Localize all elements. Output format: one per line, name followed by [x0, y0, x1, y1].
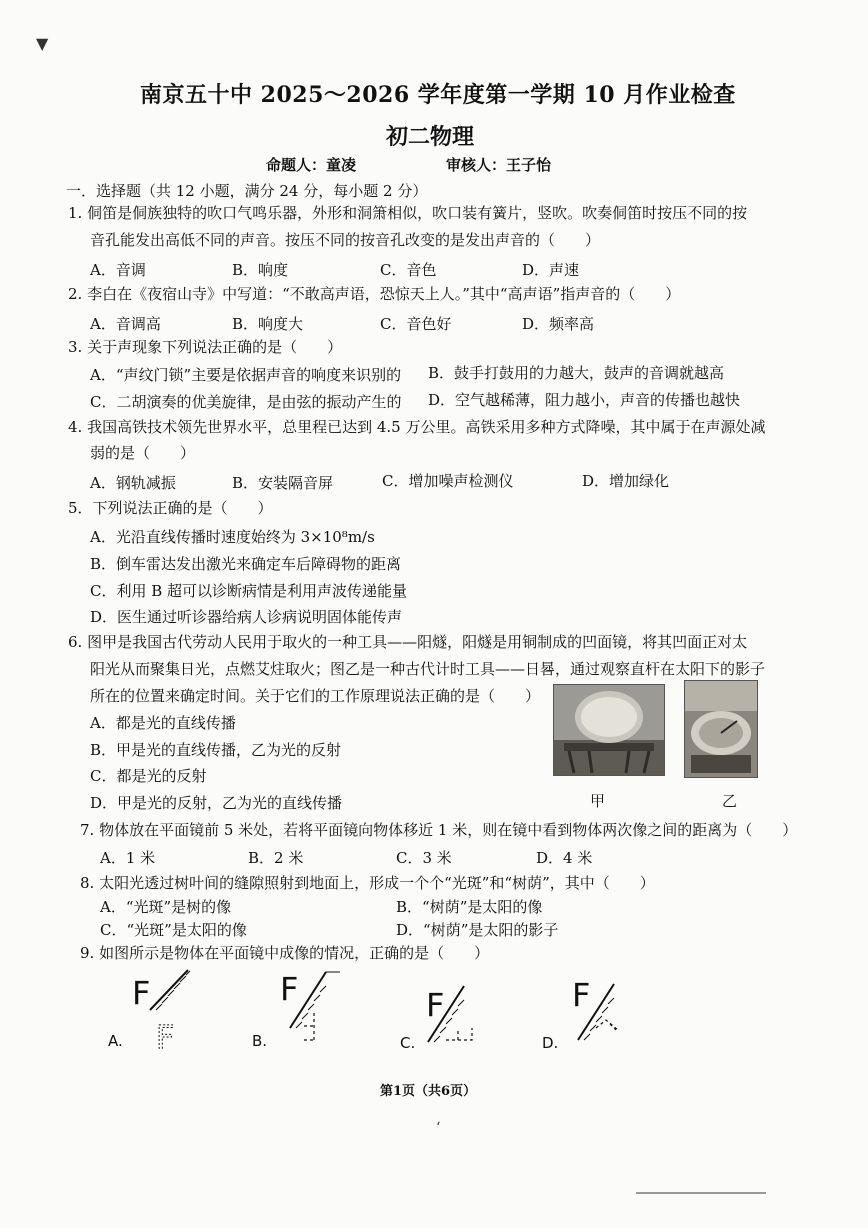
q5-option-c: C．利用 B 超可以诊断病情是利用声波传递能量: [90, 582, 408, 600]
figure-b-label: B.: [252, 1032, 268, 1050]
corner-mark: ▼: [36, 34, 49, 53]
q6-option-c: C．都是光的反射: [90, 767, 207, 785]
q1-option-d: D．声速: [522, 261, 580, 279]
question-1-line-1: 1. 侗笛是侗族独特的吹口气鸣乐器，外形和洞箫相似，吹口装有簧片，竖吹。吹奏侗笛时按压不同的按: [68, 204, 748, 222]
q4-option-b: B．安装隔音屏: [232, 474, 334, 492]
figure-a-image: F: [156, 1018, 175, 1056]
question-setter: 命题人：童凌: [266, 156, 357, 174]
figure-d: [542, 976, 618, 1052]
q3-option-b: B．鼓手打鼓用的力越大，鼓声的音调就越高: [428, 364, 725, 382]
question-6-line-1: 6. 图甲是我国古代劳动人民用于取火的一种工具——阳燧，阳燧是用铜制成的凹面镜，将其凹面正对太: [68, 633, 748, 651]
q8-option-d: D．“树荫”是太阳的影子: [396, 921, 559, 939]
q3-option-a: A．“声纹门锁”主要是依据声音的响度来识别的: [90, 366, 402, 384]
figure-b-object: F: [280, 970, 299, 1008]
question-3-line-1: 3. 关于声现象下列说法正确的是（ ）: [68, 338, 343, 356]
q6-option-b: B．甲是光的直线传播，乙为光的反射: [90, 741, 342, 759]
figure-c: [400, 986, 472, 1052]
q2-option-b: B．响度大: [232, 315, 304, 333]
question-4-line-2: 弱的是（ ）: [90, 444, 196, 462]
q7-option-c: C．3 米: [396, 849, 452, 867]
stray-mark: ‘: [436, 1120, 441, 1136]
q5-option-d: D．医生通过听诊器给病人诊病说明固体能传声: [90, 608, 403, 626]
q5-option-a: A．光沿直线传播时速度始终为 3×10⁸m/s: [90, 528, 375, 546]
q1-option-c: C．音色: [380, 261, 437, 279]
q8-option-b: B．“树荫”是太阳的像: [396, 898, 543, 916]
question-9-line-1: 9. 如图所示是物体在平面镜中成像的情况，正确的是（ ）: [80, 944, 490, 962]
figure-a: [108, 970, 190, 1056]
caption-jia: 甲: [590, 792, 606, 810]
q7-option-d: D．4 米: [536, 849, 593, 867]
question-6-line-3: 所在的位置来确定时间。关于它们的工作原理说法正确的是（ ）: [90, 687, 541, 705]
figure-d-object: F: [572, 976, 591, 1014]
q2-option-d: D．频率高: [522, 315, 595, 333]
question-8-line-1: 8. 太阳光透过树叶间的缝隙照射到地面上，形成一个个“光斑”和“树荫”，其中（ ）: [80, 874, 655, 892]
caption-yi: 乙: [722, 792, 738, 810]
q3-option-d: D．空气越稀薄，阻力越小，声音的传播也越快: [428, 391, 741, 409]
q4-option-d: D．增加绿化: [582, 472, 670, 490]
q1-option-b: B．响度: [232, 261, 289, 279]
q7-option-a: A．1 米: [100, 849, 156, 867]
figure-a-label: A.: [108, 1032, 123, 1050]
sundial-photo: [684, 680, 758, 778]
q8-option-a: A．“光斑”是树的像: [100, 898, 232, 916]
q2-option-c: C．音色好: [380, 315, 452, 333]
question-4-line-1: 4. 我国高铁技术领先世界水平，总里程已达到 4.5 万公里。高铁采用多种方式降噪，其中属于在声源处减: [68, 418, 766, 436]
q4-option-c: C．增加噪声检测仪: [382, 472, 514, 490]
bottom-scan-line: [636, 1192, 766, 1194]
question-5-line-1: 5．下列说法正确的是（ ）: [68, 499, 273, 517]
question-1-line-2: 音孔能发出高低不同的声音。按压不同的按音孔改变的是发出声音的（ ）: [90, 231, 601, 249]
q8-option-c: C．“光斑”是太阳的像: [100, 921, 247, 939]
exam-title: 南京五十中 2025～2026 学年度第一学期 10 月作业检查: [140, 82, 736, 108]
mirror-figures: [100, 968, 780, 1058]
figure-d-label: D.: [542, 1034, 559, 1052]
figure-c-object: F: [426, 986, 445, 1024]
q6-option-d: D．甲是光的反射，乙为光的直线传播: [90, 794, 343, 812]
yangsui-photo: [553, 684, 665, 776]
question-6-line-2: 阳光从而聚集日光，点燃艾炷取火；图乙是一种古代计时工具——日晷，通过观察直杆在太阳下的影子: [90, 660, 766, 678]
q2-option-a: A．音调高: [90, 315, 161, 333]
q4-option-a: A．钢轨减振: [90, 474, 176, 492]
q7-option-b: B．2 米: [248, 849, 304, 867]
question-7-line-1: 7. 物体放在平面镜前 5 米处，若将平面镜向物体移近 1 米，则在镜中看到物体两次像之间的距离为（ ）: [80, 821, 798, 839]
subject-title: 初二物理: [386, 124, 475, 150]
question-reviewer: 审核人：王子怡: [446, 156, 552, 174]
figure-c-label: C.: [400, 1034, 416, 1052]
figure-b: [252, 970, 340, 1050]
q6-option-a: A．都是光的直线传播: [90, 714, 236, 732]
page-footer: 第1页（共6页）: [380, 1084, 477, 1099]
figure-a-object: F: [132, 974, 151, 1012]
q1-option-a: A．音调: [90, 261, 146, 279]
question-2-line-1: 2. 李白在《夜宿山寺》中写道：“不敢高声语，恐惊天上人。”其中“高声语”指声音的（ ）: [68, 285, 681, 303]
section-heading: 一．选择题（共 12 小题，满分 24 分，每小题 2 分）: [66, 182, 428, 200]
q3-option-c: C．二胡演奏的优美旋律，是由弦的振动产生的: [90, 393, 402, 411]
q5-option-b: B．倒车雷达发出激光来确定车后障碍物的距离: [90, 555, 402, 573]
